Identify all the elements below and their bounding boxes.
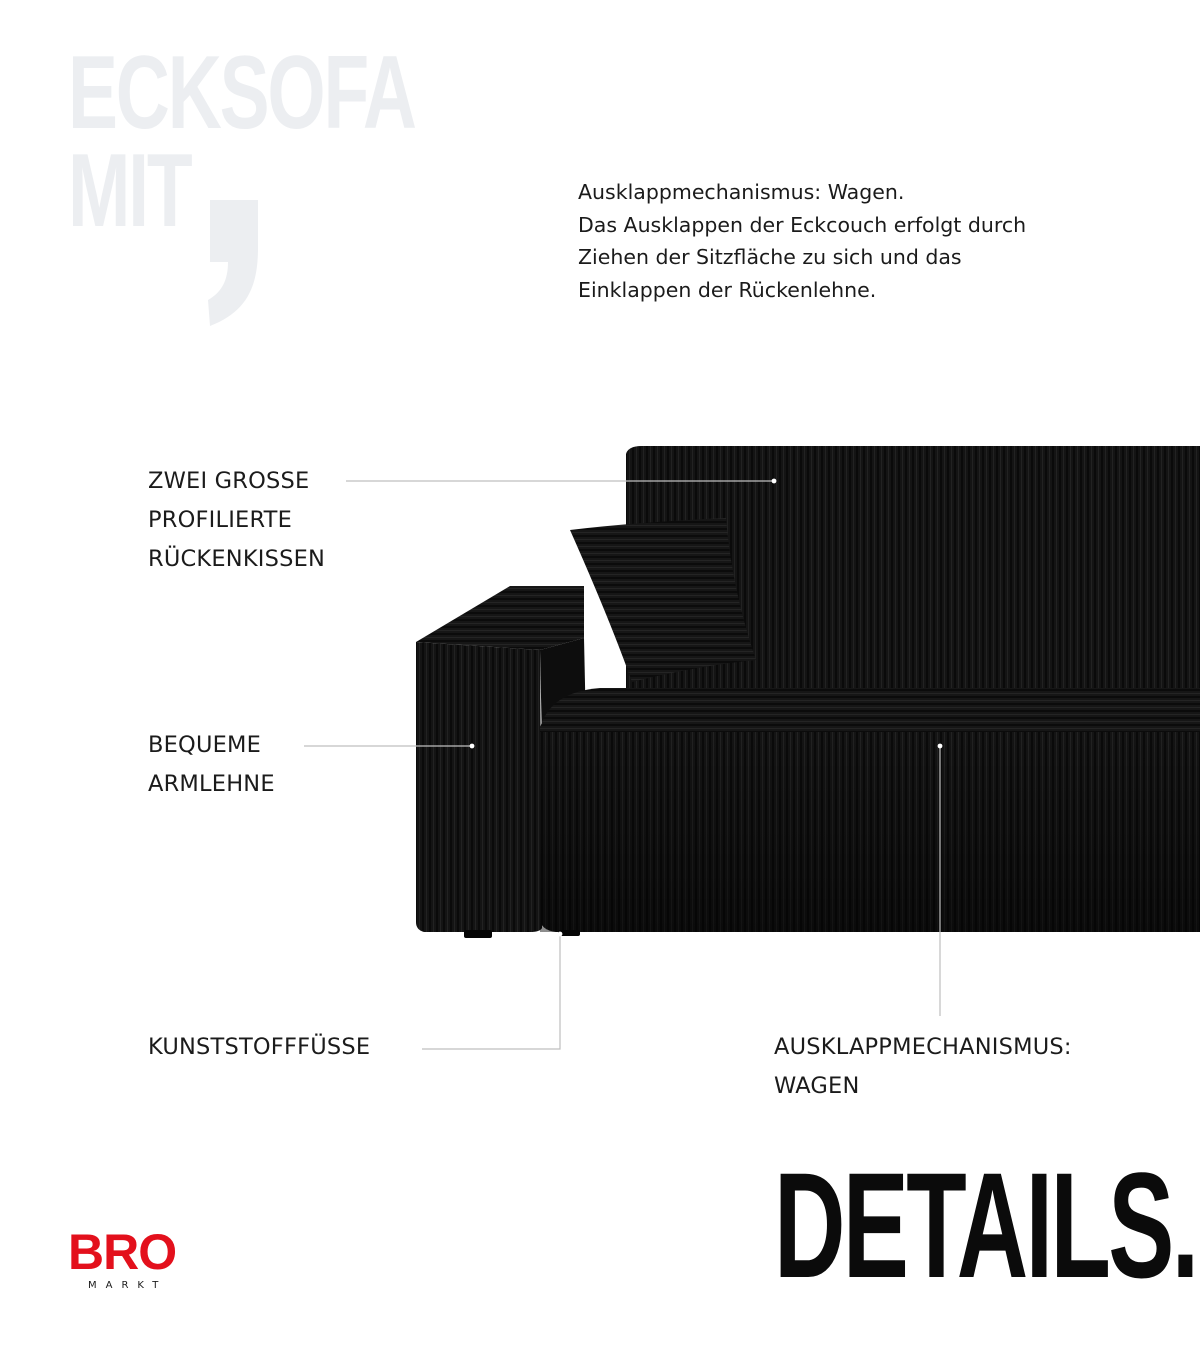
details-title: DETAILS. [774,1141,1197,1309]
sofa-throw-pillow [570,518,756,682]
cushions-line-2: PROFILIERTE [148,507,293,533]
feet-line-1: KUNSTSTOFFFÜSSE [148,1034,371,1060]
brand-logo [68,1226,218,1298]
callout-label-feet [148,1028,370,1067]
sofa-image [380,430,1200,950]
intro-line-1: Ausklappmechanismus: Wagen. [578,180,905,204]
intro-text [578,176,1138,306]
sofa-armrest [416,642,542,932]
intro-line-2: Das Ausklappen der Eckcouch erfolgt durch [578,212,1027,237]
intro-line-3: Ziehen der Sitzfläche zu sich und das [578,245,962,269]
cushions-line-3: RÜCKENKISSEN [148,546,326,572]
armrest-line-1: BEQUEME [148,732,262,758]
mechanism-line-2: WAGEN [774,1073,860,1099]
sofa-foot-2 [558,930,580,936]
callout-label-cushions [148,462,325,579]
mechanism-line-1: AUSKLAPPMECHANISMUS: [774,1034,1072,1060]
sofa-armrest-top [416,586,584,650]
intro-line-4: Einklappen der Rückenlehne. [578,277,877,302]
logo-wordmark: BRO [68,1224,177,1280]
comma-graphic [196,200,266,330]
callout-label-armrest [148,726,275,804]
callout-label-mechanism [774,1028,1072,1106]
logo-subtitle: MARKT [88,1280,168,1291]
headline-line-2: MIT [68,133,191,249]
cushions-line-1: ZWEI GROSSE [148,468,310,494]
sofa-foot-1 [464,930,492,938]
headline-line-1: ECKSOFA [68,35,415,151]
armrest-line-2: ARMLEHNE [148,771,275,797]
